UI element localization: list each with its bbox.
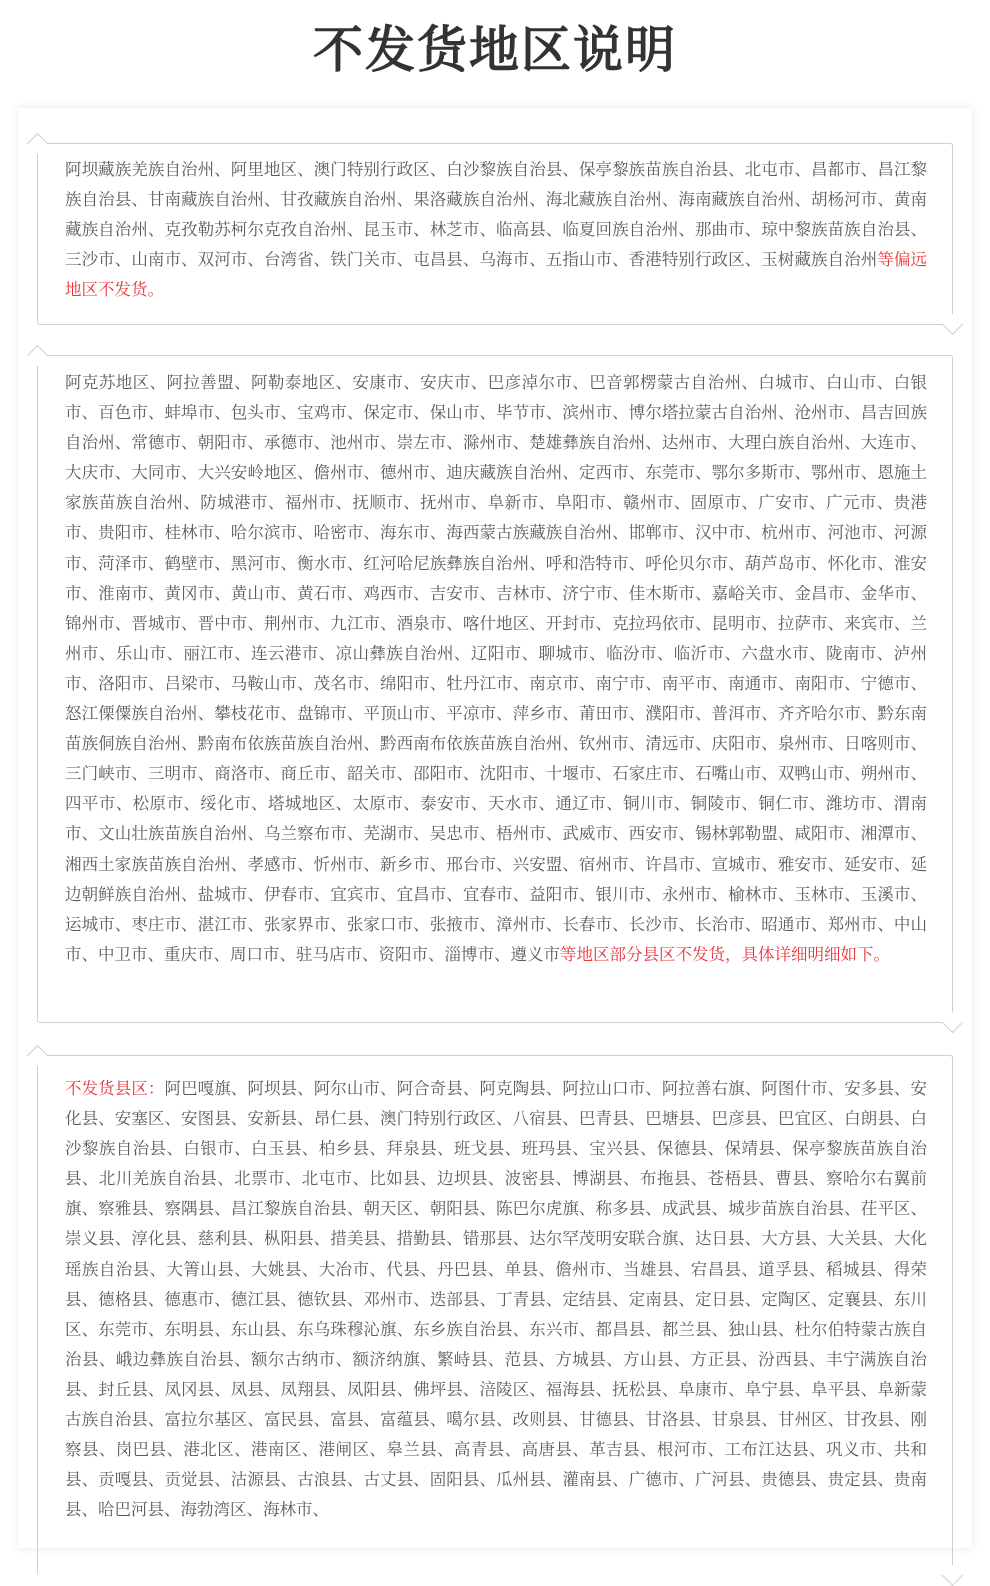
remote-regions-paragraph	[65, 155, 927, 305]
county-list-label: 不发货县区：	[65, 1079, 165, 1098]
partial-regions-list: 阿克苏地区、阿拉善盟、阿勒泰地区、安康市、安庆市、巴彦淖尔市、巴音郭楞蒙古自治州、白城市、白山市、白银市、百色市、蚌埠市、包头市、宝鸡市、保定市、保山市、毕节市、滨州市、博尔塔拉蒙古自治州、沧州市、昌吉回族自治州、常德市、朝阳市、承德市、池州市、崇左市、滁州市、楚雄彝族自治州、达州市、大理白族自治州、大连市、大庆市、大同市、大兴安岭地区、儋州市、德州市、迪庆藏族自治州、定西市、东莞市、鄂尔多斯市、鄂州市、恩施土家族苗族自治州、防城港市、福州市、抚顺市、抚州市、阜新市、阜阳市、赣州市、固原市、广安市、广元市、贵港市、贵阳市、桂林市、哈尔滨市、哈密市、海东市、海西蒙古族藏族自治州、邯郸市、汉中市、杭州市、河池市、河源市、菏泽市、鹤壁市、黑河市、衡水市、红河哈尼族彝族自治州、呼和浩特市、呼伦贝尔市、葫芦岛市、怀化市、淮安市、淮南市、黄冈市、黄山市、黄石市、鸡西市、吉安市、吉林市、济宁市、佳木斯市、嘉峪关市、金昌市、金华市、锦州市、晋城市、晋中市、荆州市、九江市、酒泉市、喀什地区、开封市、克拉玛依市、昆明市、拉萨市、来宾市、兰州市、乐山市、丽江市、连云港市、凉山彝族自治州、辽阳市、聊城市、临汾市、临沂市、六盘水市、陇南市、泸州市、洛阳市、吕梁市、马鞍山市、茂名市、绵阳市、牡丹江市、南京市、南宁市、南平市、南通市、南阳市、宁德市、怒江傈僳族自治州、攀枝花市、盘锦市、平顶山市、平凉市、萍乡市、莆田市、濮阳市、普洱市、齐齐哈尔市、黔东南苗族侗族自治州、黔南布依族苗族自治州、黔西南布依族苗族自治州、钦州市、清远市、庆阳市、泉州市、日喀则市、三门峡市、三明市、商洛市、商丘市、韶关市、邵阳市、沈阳市、十堰市、石家庄市、石嘴山市、双鸭山市、朔州市、四平市、松原市、绥化市、塔城地区、太原市、泰安市、天水市、通辽市、铜川市、铜陵市、铜仁市、潍坊市、渭南市、文山壮族苗族自治州、乌兰察布市、芜湖市、吴忠市、梧州市、武威市、西安市、锡林郭勒盟、咸阳市、湘潭市、湘西土家族苗族自治州、孝感市、忻州市、新乡市、邢台市、兴安盟、宿州市、许昌市、宣城市、雅安市、延安市、延边朝鲜族自治州、盐城市、伊春市、宜宾市、宜昌市、宜春市、益阳市、银川市、永州市、榆林市、玉林市、玉溪市、运城市、枣庄市、湛江市、张家界市、张家口市、张掖市、漳州市、长春市、长沙市、长治市、昭通市、郑州市、中山市、中卫市、重庆市、周口市、驻马店市、资阳市、淄博市、遵义市	[65, 373, 927, 964]
county-list-paragraph	[65, 1074, 927, 1525]
county-list: 阿巴嘎旗、阿坝县、阿尔山市、阿合奇县、阿克陶县、阿拉山口市、阿拉善右旗、阿图什市、安多县、安化县、安塞区、安图县、安新县、昂仁县、澳门特别行政区、八宿县、巴青县、巴塘县、巴彦县、巴宜区、白朗县、白沙黎族自治县、白银市、白玉县、柏乡县、拜泉县、班戈县、班玛县、宝兴县、保德县、保靖县、保亭黎族苗族自治县、北川羌族自治县、北票市、北屯市、比如县、边坝县、波密县、博湖县、布拖县、苍梧县、曹县、察哈尔右翼前旗、察雅县、察隅县、昌江黎族自治县、朝天区、朝阳县、陈巴尔虎旗、称多县、成武县、城步苗族自治县、茌平区、崇义县、淳化县、慈利县、枞阳县、措美县、措勤县、错那县、达尔罕茂明安联合旗、达日县、大方县、大关县、大化瑶族自治县、大箐山县、大姚县、大冶市、代县、丹巴县、单县、儋州市、当雄县、宕昌县、道孚县、稻城县、得荣县、德格县、德惠市、德江县、德钦县、邓州市、迭部县、丁青县、定结县、定南县、定日县、定陶区、定襄县、东川区、东莞市、东明县、东山县、东乌珠穆沁旗、东乡族自治县、东兴市、都昌县、都兰县、独山县、杜尔伯特蒙古族自治县、峨边彝族自治县、额尔古纳市、额济纳旗、繁峙县、范县、方城县、方山县、方正县、汾西县、丰宁满族自治县、封丘县、凤冈县、凤县、凤翔县、凤阳县、佛坪县、涪陵区、福海县、抚松县、阜康市、阜宁县、阜平县、阜新蒙古族自治县、富拉尔基区、富民县、富县、富蕴县、噶尔县、改则县、甘德县、甘洛县、甘泉县、甘州区、甘孜县、刚察县、岗巴县、港北区、港南区、港闸区、皋兰县、高青县、高唐县、革吉县、根河市、工布江达县、巩义市、共和县、贡嘎县、贡觉县、沽源县、古浪县、古丈县、固阳县、瓜州县、灌南县、广德市、广河县、贵德县、贵定县、贵南县、哈巴河县、海勃湾区、海林市、	[65, 1079, 928, 1520]
remote-regions-note: 等偏远地区不发货。	[65, 250, 928, 300]
remote-regions-list: 阿坝藏族羌族自治州、阿里地区、澳门特别行政区、白沙黎族自治县、保亭黎族苗族自治县、北屯市、昌都市、昌江黎族自治县、甘南藏族自治州、甘孜藏族自治州、果洛藏族自治州、海北藏族自治州、海南藏族自治州、胡杨河市、黄南藏族自治州、克孜勒苏柯尔克孜自治州、昆玉市、林芝市、临高县、临夏回族自治州、那曲市、琼中黎族苗族自治县、三沙市、山南市、双河市、台湾省、铁门关市、屯昌县、乌海市、五指山市、香港特别行政区、玉树藏族自治州	[65, 160, 927, 270]
page-title: 不发货地区说明	[313, 21, 677, 79]
partial-regions-note: 等地区部分县区不发货，具体详细明细如下。	[560, 944, 890, 964]
partial-regions-paragraph	[65, 368, 927, 970]
